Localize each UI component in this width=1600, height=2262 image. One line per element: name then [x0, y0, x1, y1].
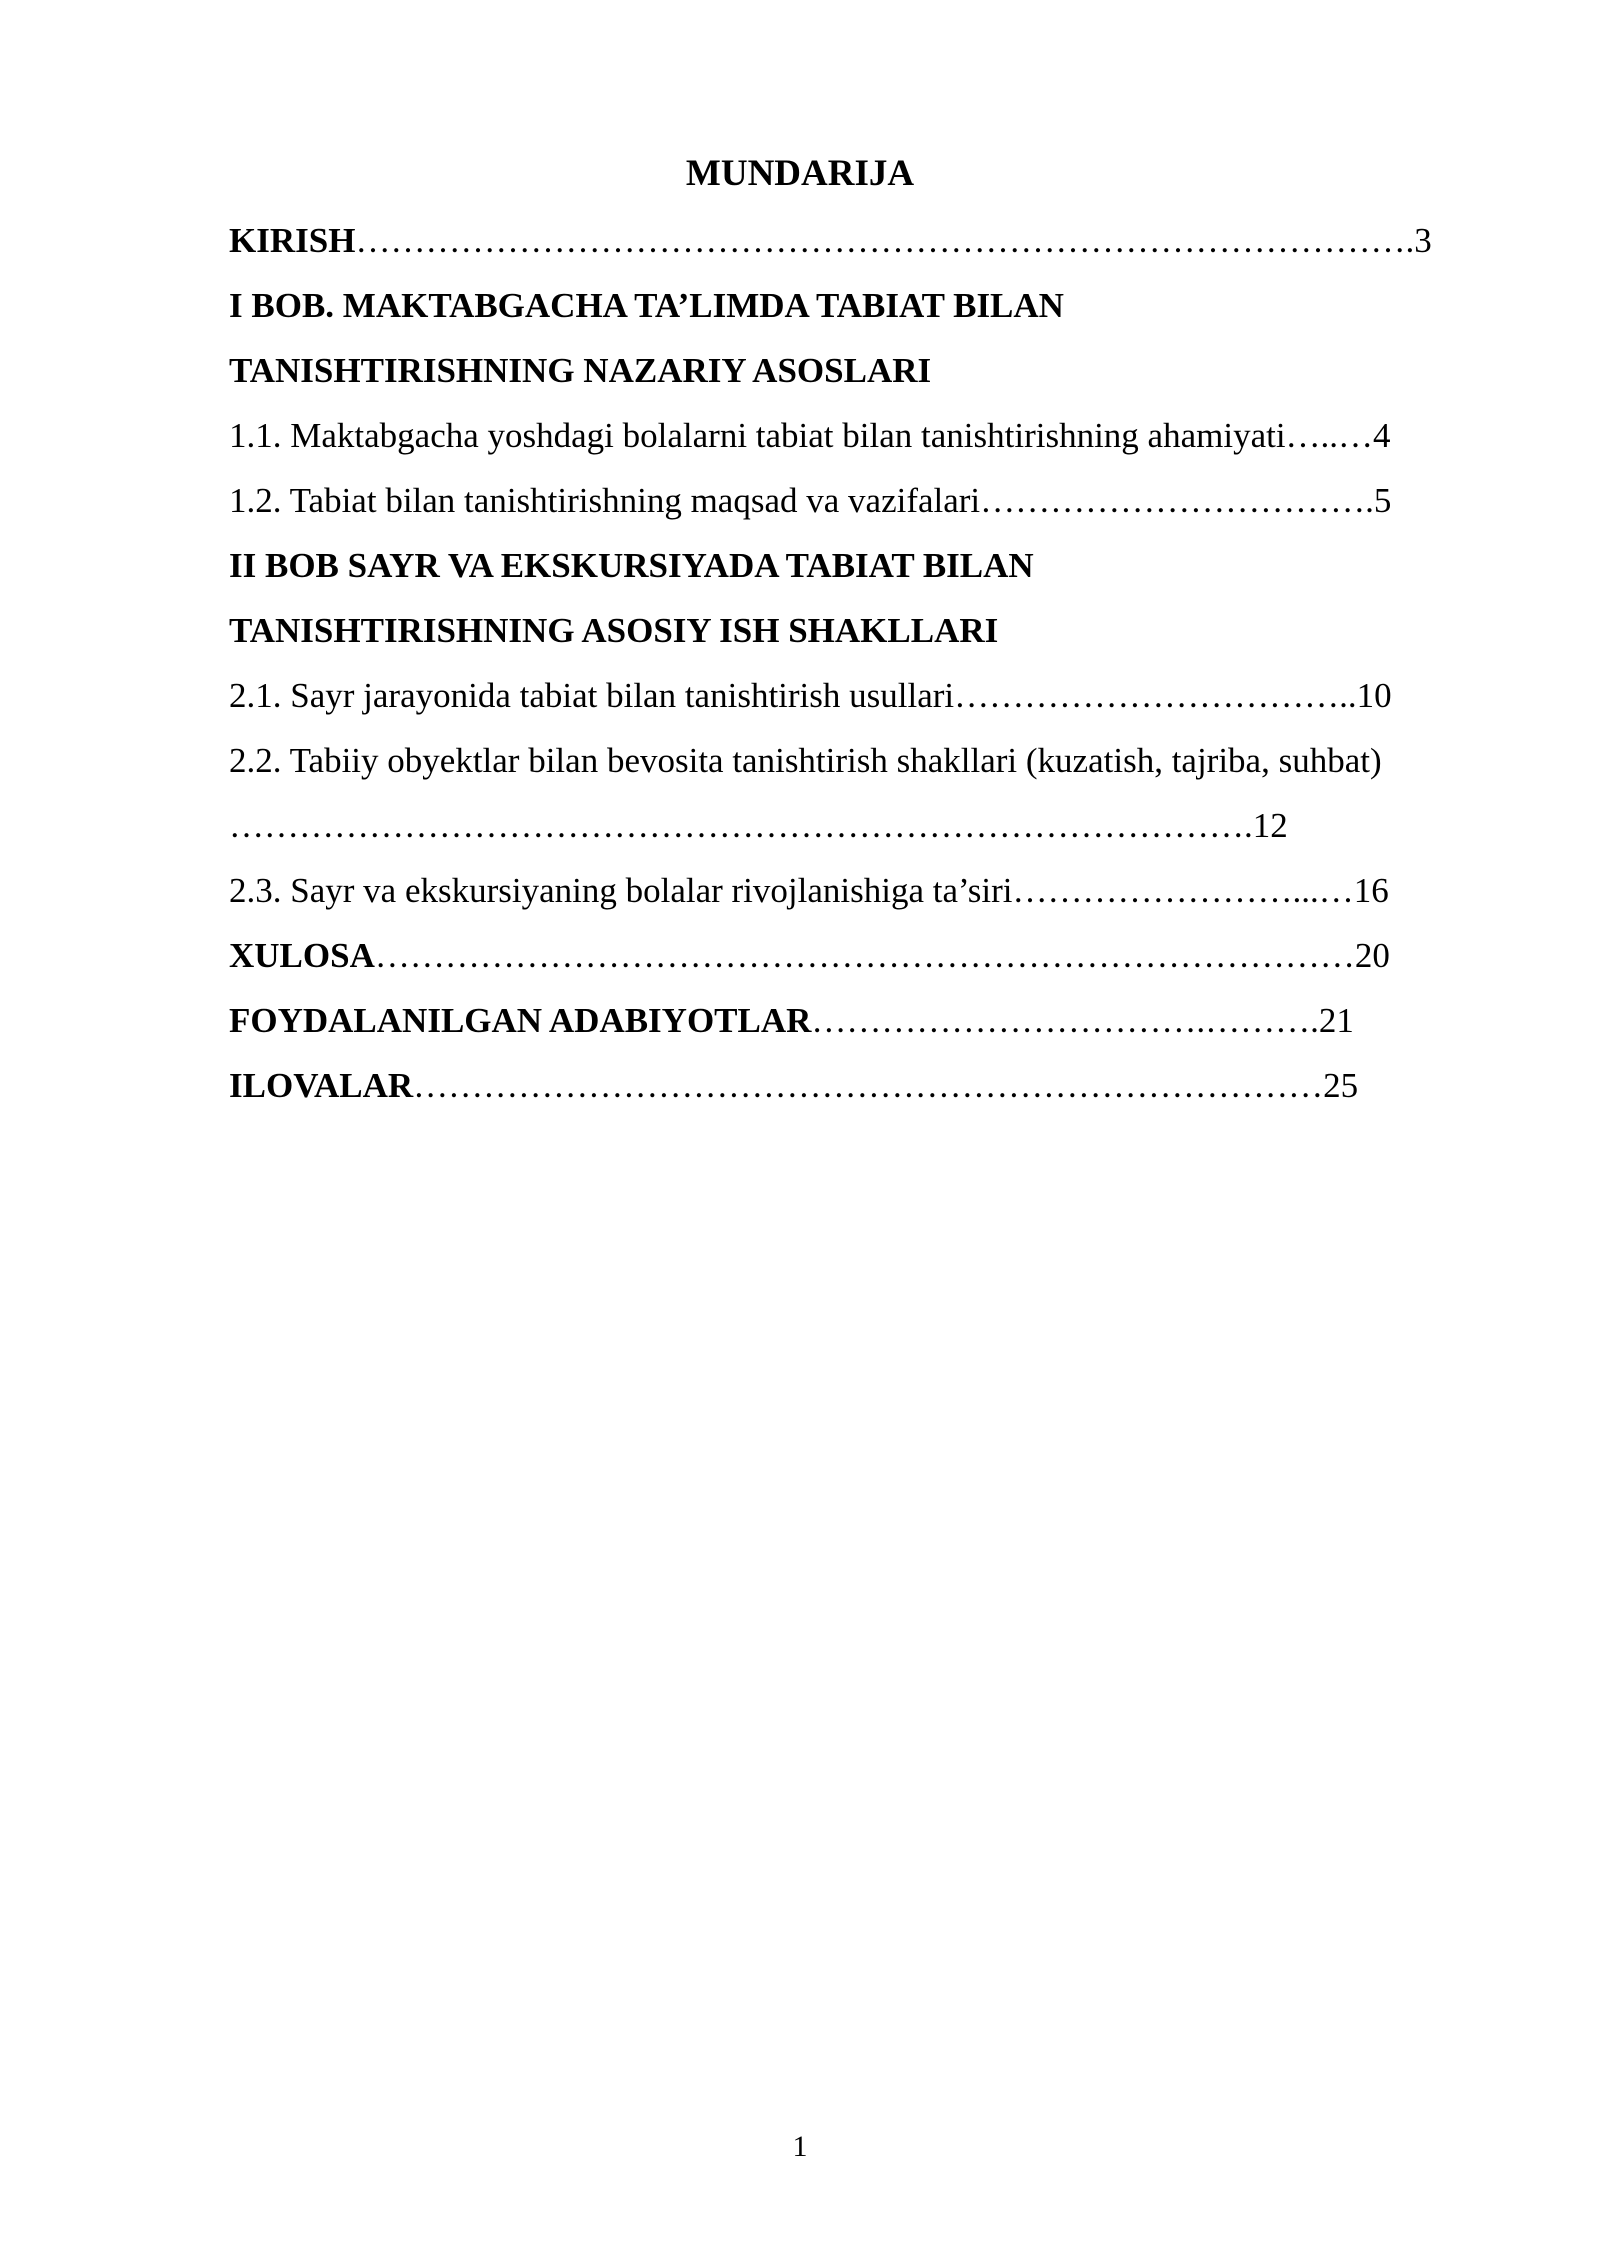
toc-entry-leader: ……………………………………………………………………………….3	[355, 221, 1432, 260]
toc-entry-label: 1.1. Maktabgacha yoshdagi bolalarni tabiat bilan tanishtirishning ahamiyati	[229, 416, 1286, 455]
toc-entry-1-2[interactable]	[229, 468, 1491, 533]
toc-chapter-1-heading-line-1[interactable]	[229, 273, 1491, 338]
toc-entry-label: KIRISH	[229, 221, 356, 260]
toc-entry-xulosa[interactable]	[229, 923, 1491, 988]
toc-entry-leader: …………………………….5	[980, 481, 1392, 520]
toc-chapter-1-heading-line-2[interactable]	[229, 338, 1491, 403]
toc-entry-kirish[interactable]	[229, 208, 1491, 273]
toc-entry-label: 2.2. Tabiiy obyektlar bilan bevosita tanishtirish shakllari (kuzatish, tajriba, suhbat)	[229, 741, 1382, 780]
toc-entry-leader: ……………………………..10	[954, 676, 1392, 715]
toc-entry-label: XULOSA	[229, 936, 375, 975]
toc-entry-label: 2.3. Sayr va ekskursiyaning bolalar rivojlanishiga ta’siri	[229, 871, 1013, 910]
toc-title: MUNDARIJA	[685, 153, 915, 194]
toc-entry-leader: …………………………………………………………………………….12	[229, 806, 1288, 845]
toc-entry-label: I BOB. MAKTABGACHA TA’LIMDA TABIAT BILAN	[229, 286, 1064, 325]
toc-entry-2-1[interactable]	[229, 663, 1491, 728]
toc-entry-leader: …………………………….……….21	[811, 1001, 1354, 1040]
toc-entry-label: ILOVALAR	[229, 1066, 414, 1105]
toc-entry-2-2[interactable]	[229, 728, 1491, 793]
toc-entry-leader: ……………………...…16	[1012, 871, 1389, 910]
toc-entry-label: II BOB SAYR VA EKSKURSIYADA TABIAT BILAN	[229, 546, 1034, 585]
toc-entry-label: 2.1. Sayr jarayonida tabiat bilan tanishtirish usullari	[229, 676, 955, 715]
page-number: 1	[792, 2130, 808, 2163]
toc-entry-label: TANISHTIRISHNING NAZARIY ASOSLARI	[229, 351, 932, 390]
toc-entry-leader: ……………………………………………………………………25	[413, 1066, 1359, 1105]
toc-entry-leader: …………………………………………………………………………20	[374, 936, 1390, 975]
table-of-contents	[229, 208, 1491, 1118]
toc-entry-1-1[interactable]	[229, 403, 1491, 468]
toc-entry-ilovalar[interactable]	[229, 1053, 1491, 1118]
toc-entry-2-3[interactable]	[229, 858, 1491, 923]
toc-chapter-2-heading-line-1[interactable]	[229, 533, 1491, 598]
toc-entry-leader: …..…4	[1285, 416, 1391, 455]
toc-entry-label: TANISHTIRISHNING ASOSIY ISH SHAKLLARI	[229, 611, 999, 650]
toc-entry-2-2-continuation[interactable]	[229, 793, 1491, 858]
toc-entry-label: FOYDALANILGAN ADABIYOTLAR	[229, 1001, 812, 1040]
toc-chapter-2-heading-line-2[interactable]	[229, 598, 1491, 663]
toc-entry-adabiyotlar[interactable]	[229, 988, 1491, 1053]
toc-entry-label: 1.2. Tabiat bilan tanishtirishning maqsad va vazifalari	[229, 481, 981, 520]
